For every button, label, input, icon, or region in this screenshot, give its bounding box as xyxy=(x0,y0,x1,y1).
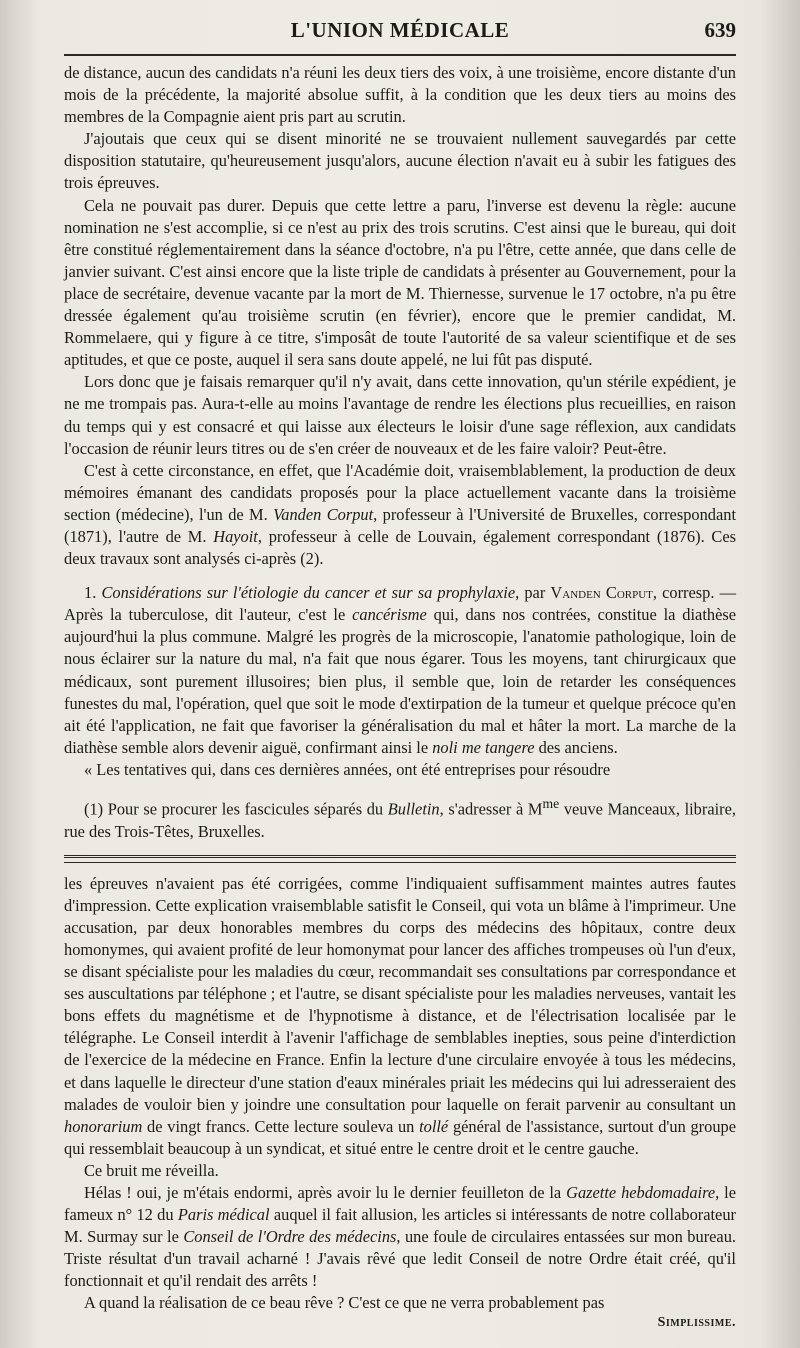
paragraph: Cela ne pouvait pas durer. Depuis que cette lettre a paru, l'inverse est devenu la règle: aucune nomination ne s'est accomplie, si ce n'est au prix des trois scrutins. C'est ainsi que le bureau, qui doit être constitué réglementairement dans la séance d'octobre, n'a pu l'être, cette année, que dans celle de janvier suivant. C'est ainsi encore que la liste triple de candidats à présenter au Gouvernement, pour la place de secrétaire, devenue vacante par la mort de M. Thiernesse, survenue le 17 octobre, n'a pu être dressée également qu'au troisième scrutin (en février), encore que le premier candidat, M. Rommelaere, qui y figure à ce titre, s'imposât de toute l'autorité de sa valeur scientifique et de ses aptitudes, et que ce poste, auquel il sera sans doute appelé, ne lui fût pas disputé. xyxy=(64,195,736,370)
section-title: Considérations sur l'étiologie du cancer et sur sa prophylaxie xyxy=(101,583,516,603)
paragraph: les épreuves n'avaient pas été corrigées, comme l'indiquaient suffisamment maintes autres fautes d'impression. Cette explication vraisemblable satisfit le Conseil, qui vota un blâme à l'imprimeur. Une accusation, par deux honorables membres du corps des médecins des hôpitaux, contre deux homonymes, qui avaient profité de leur homonymat pour lancer des affiches trompeuses où l'un d'eux, se disant spécialiste pour les maladies du cœur, recommandait ses consultations par correspondance et ses auscultations par téléphone ; et l'autre, se disant spécialiste pour les maladies nerveuses, vantait les bons effets du magnétisme et de l'hypnotisme à distance, et de l'électrisation localisée par le télégraphe. Le Conseil interdit à l'avenir l'affichage de semblables inepties, sous peine d'interdiction de l'exercice de la médecine en France. Enfin la lecture d'une circulaire envoyée à tous les médecins, et dans laquelle le directeur d'une station d'eaux minérales priait les médecins qui lui adresseraient des malades de vouloir bien y joindre une consultation pour laquelle on ferait parvenir au consultant un honorarium de vingt francs. Cette lecture souleva un tollé général de l'assistance, surtout d'un groupe qui ressemblait beaucoup à un syndicat, et situé entre le centre droit et le centre gauche. xyxy=(64,873,736,1158)
section-paragraph: 1. Considérations sur l'étiologie du cancer et sur sa prophylaxie, par Vanden Corput, corresp. — Après la tuberculose, dit l'auteur, c'est le cancérisme qui, dans nos contrées, constitue la diathèse aujourd'hui la plus commune. Malgré les progrès de la microscopie, l'anatomie pathologique, loin de nous éclairer sur la nature du mal, n'a fait que nous égarer. Tous les moyens, tant chirurgicaux que médicaux, sont purement illusoires; bien plus, il semble que, loin de retarder les conséquences funestes du mal, l'opération, quel que soit le mode d'extirpation de la tumeur et quelque précoce qu'en ait été l'application, ne fait que favoriser la généralisation du mal et hâter la mort. La marche de la diathèse semble alors devenir aiguë, confirmant ainsi le noli me tangere des anciens. xyxy=(64,583,736,757)
feuilleton xyxy=(64,873,736,1331)
paragraph: de distance, aucun des candidats n'a réuni les deux tiers des voix, à une troisième, encore distante d'un mois de la précédente, la majorité absolue suffit, à la condition que les deux tiers au moins des membres de la Compagnie aient pris part au scrutin. xyxy=(64,63,736,127)
paragraph: Ce bruit me réveilla. xyxy=(84,1160,219,1180)
paragraph: Lors donc que je faisais remarquer qu'il n'y avait, dans cette innovation, qu'un stérile expédient, je ne me trompais pas. Aura-t-elle au moins l'avantage de rendre les élections plus recueillies, en raison du temps qui y est consacré et qui laisse aux électeurs le loisir d'une sage réflexion, aux candidats l'occasion de réunir leurs titres ou de s'en créer de nouveaux et de les faire valoir? Peut-être. xyxy=(64,372,736,458)
paragraph: C'est à cette circonstance, en effet, que l'Académie doit, vraisemblablement, la production de deux mémoires émanant des candidats proposés pour la place actuellement vacante dans la troisième section (médecine), l'un de M. Vanden Corput, professeur à l'Université de Bruxelles, correspondant (1871), l'autre de M. Hayoit, professeur à celle de Louvain, également correspondant (1876). Ces deux travaux sont analysés ci-après (2). xyxy=(64,460,737,569)
feuilleton-separator xyxy=(64,855,736,863)
running-header xyxy=(64,18,736,50)
paragraph: A quand la réalisation de ce beau rêve ? C'est ce que ne verra probablement pas xyxy=(84,1293,605,1313)
paragraph: J'ajoutais que ceux qui se disent minorité ne se trouvaient nullement sauvegardés par cette disposition statutaire, qu'heureusement jusqu'alors, aucune élection n'avait eu à subir les fatigues des trois épreuves. xyxy=(64,129,736,193)
journal-title: L'UNION MÉDICALE xyxy=(290,18,510,42)
header-rule xyxy=(64,54,736,56)
footnote: (1) Pour se procurer les fascicules séparés du Bulletin, s'adresser à $M^{me}$ veuve Manceaux, libraire, rue des Trois-Têtes, Bruxelles. xyxy=(64,796,736,841)
author-name: Vanden Corput xyxy=(273,504,374,524)
author-name: Hayoit xyxy=(213,526,258,546)
page-number: 639 xyxy=(704,18,736,42)
paragraph: Hélas ! oui, je m'étais endormi, après avoir lu le dernier feuilleton de la Gazette hebdomadaire, le fameux n° 12 du Paris médical auquel il fait allusion, les articles si intéressants de notre collaborateur M. Surmay sur le Conseil de l'Ordre des médecins, une foule de circulaires entassées sur mon bureau. Triste résultat d'un travail acharné ! J'avais rêvé que ledit Conseil de notre Ordre était créé, qu'il fonctionnait et qu'il rendait des arrêts ! xyxy=(64,1182,737,1291)
author-name: Vanden Corput xyxy=(550,583,653,603)
upper-article xyxy=(64,62,736,843)
signature: Simplissime. xyxy=(657,1314,736,1330)
quote-paragraph: « Les tentatives qui, dans ces dernières années, ont été entreprises pour résoudre xyxy=(84,759,611,779)
